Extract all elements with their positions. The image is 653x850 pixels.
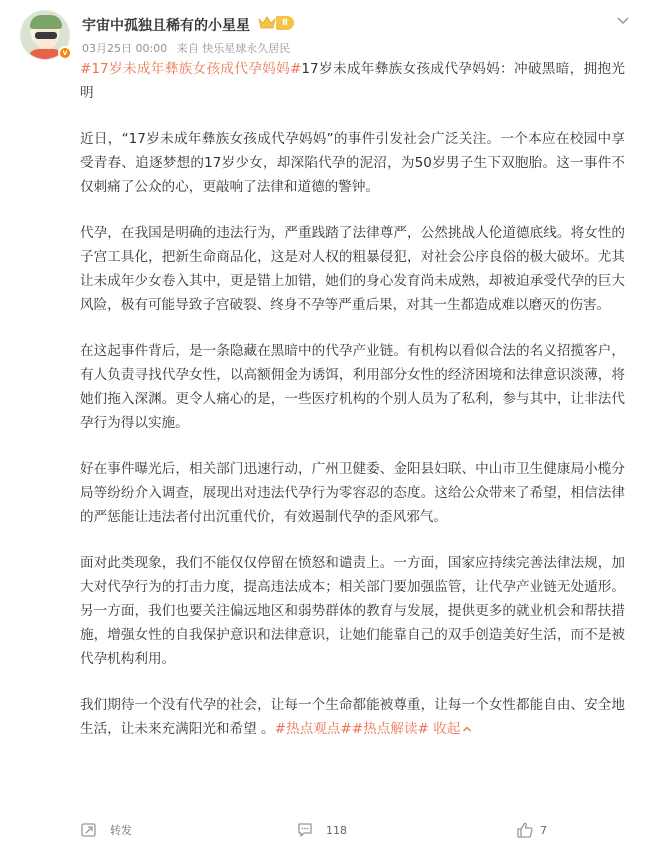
paragraph: 在这起事件背后，是一条隐藏在黑暗中的代孕产业链。有机构以看似合法的名义招揽客户，有人负责寻找代孕女性，以高额佣金为诱饵，利用部分女性的经济困境和法律意识淡薄，将她们拖入深渊。更令人痛心的是，一些医疗机构的个别人员为了私利，参与其中，让非法代孕行为得以实施。 [80,343,625,431]
topic-tag-link[interactable]: #热点观点# [274,721,352,737]
avatar-hat-shape [30,15,62,29]
topic-tag-link[interactable]: #热点解读# [351,721,429,737]
repost-icon [80,821,98,839]
paragraph-last [80,693,625,741]
crown-icon [258,15,276,30]
chevron-up-icon [462,724,472,734]
hashtag-link[interactable]: #17岁未成年彝族女孩成代孕妈妈# [80,61,302,77]
post-source: 来自 快乐星球永久居民 [176,42,291,55]
paragraph-text: 我们期待一个没有代孕的社会，让每一个生命都能被尊重，让每一个女性都能自由、安全地生活，让未来充满阳光和希望 。 [80,697,625,737]
paragraph: 近日，“17岁未成年彝族女孩成代孕妈妈”的事件引发社会广泛关注。一个本应在校园中享受青春、追逐梦想的17岁少女，却深陷代孕的泥沼，为50岁男子生下双胞胎。这一事件不仅刺痛了公众的心，更敲响了法律和道德的警钟。 [80,131,625,195]
like-count: 7 [540,823,547,837]
comment-count: 118 [326,823,347,837]
post-title [80,57,625,105]
comment-button[interactable] [296,820,347,840]
post-title-text: 17岁未成年彝族女孩成代孕妈妈：冲破黑暗，拥抱光明 [80,61,626,101]
author-name[interactable]: 宇宙中孤独且稀有的小星星 [82,18,250,34]
like-button[interactable] [516,820,547,840]
collapse-link[interactable] [429,721,473,737]
repost-button[interactable] [80,820,132,840]
post-meta [82,40,296,56]
chevron-down-icon[interactable] [615,12,631,28]
verified-badge-icon: v [58,46,72,60]
paragraph: 好在事件曝光后，相关部门迅速行动，广州卫健委、金阳县妇联、中山市卫生健康局小榄分局等纷纷介入调查，展现出对违法代孕行为零容忍的态度。这给公众带来了希望，相信法律的严惩能让违法者付出沉重代价，有效遏制代孕的歪风邪气。 [80,461,625,525]
action-bar [0,816,653,844]
paragraph: 代孕，在我国是明确的违法行为，严重践踏了法律尊严，公然挑战人伦道德底线。将女性的子宫工具化，把新生命商品化，这是对人权的粗暴侵犯，对社会公序良俗的极大破坏。尤其让未成年少女卷入其中，更是错上加错，她们的身心发育尚未成熟，却被迫承受代孕的巨大风险，极有可能导致子宫破裂、终身不孕等严重后果，对其一生都造成难以磨灭的伤害。 [80,225,625,313]
post-body [80,57,625,763]
paragraph: 面对此类现象，我们不能仅仅停留在愤怒和谴责上。一方面，国家应持续完善法律法规，加大对代孕行为的打击力度，提高违法成本；相关部门要加强监管，让代孕产业链无处遁形。另一方面，我们也要关注偏远地区和弱势群体的教育与发展，提供更多的就业机会和帮扶措施，增强女性的自我保护意识和法律意识，让她们能靠自己的双手创造美好生活，而不是被代孕机构利用。 [80,555,625,667]
collapse-label: 收起 [433,721,461,737]
comment-icon [296,821,314,839]
level-badge: Ⅱ [276,16,294,30]
repost-label: 转发 [110,824,132,837]
avatar-glasses-shape [35,32,57,39]
post-date[interactable]: 03月25日 00:00 [82,42,168,55]
thumbs-up-icon [516,821,534,839]
